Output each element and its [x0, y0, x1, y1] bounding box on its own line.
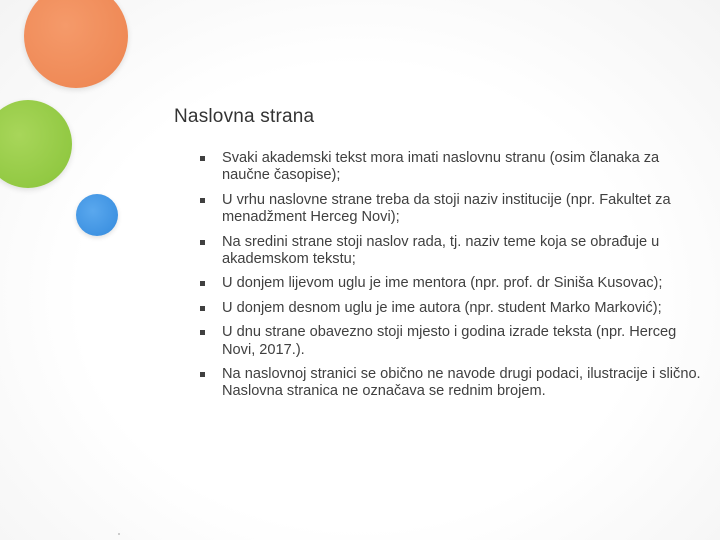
square-bullet-icon — [200, 330, 205, 335]
orange-circle-decoration — [24, 0, 128, 88]
bullet-item — [200, 192, 705, 227]
slide-title: Naslovna strana — [174, 106, 315, 127]
bullet-item — [200, 234, 705, 269]
bullet-item — [200, 324, 705, 359]
bullet-text: U donjem desnom uglu je ime autora (npr. student Marko Marković); — [222, 299, 662, 316]
square-bullet-icon — [200, 240, 205, 245]
bullet-item — [200, 366, 705, 401]
green-circle-decoration — [0, 100, 72, 188]
bullet-list — [200, 150, 705, 408]
bullet-item — [200, 275, 705, 292]
bullet-item — [200, 150, 705, 185]
decorative-dot — [118, 533, 120, 535]
bullet-text: Na naslovnoj stranici se obično ne navode drugi podaci, ilustracije i slično. Naslovna stranica ne označava se rednim brojem. — [222, 366, 701, 400]
bullet-text: U donjem lijevom uglu je ime mentora (npr. prof. dr Siniša Kusovac); — [222, 275, 663, 292]
square-bullet-icon — [200, 198, 205, 203]
square-bullet-icon — [200, 281, 205, 286]
bullet-text: Svaki akademski tekst mora imati naslovnu stranu (osim članaka za naučne časopise); — [222, 150, 660, 184]
blue-circle-decoration — [76, 194, 118, 236]
bullet-text: U vrhu naslovne strane treba da stoji naziv institucije (npr. Fakultet za menadžment Herceg Novi); — [222, 191, 671, 226]
square-bullet-icon — [200, 156, 205, 161]
bullet-text: Na sredini strane stoji naslov rada, tj. naziv teme koja se obrađuje u akademskom tekstu; — [222, 233, 660, 268]
square-bullet-icon — [200, 306, 205, 311]
square-bullet-icon — [200, 372, 205, 377]
bullet-item — [200, 300, 705, 317]
bullet-text: U dnu strane obavezno stoji mjesto i godina izrade teksta (npr. Herceg Novi, 2017.). — [222, 324, 677, 358]
